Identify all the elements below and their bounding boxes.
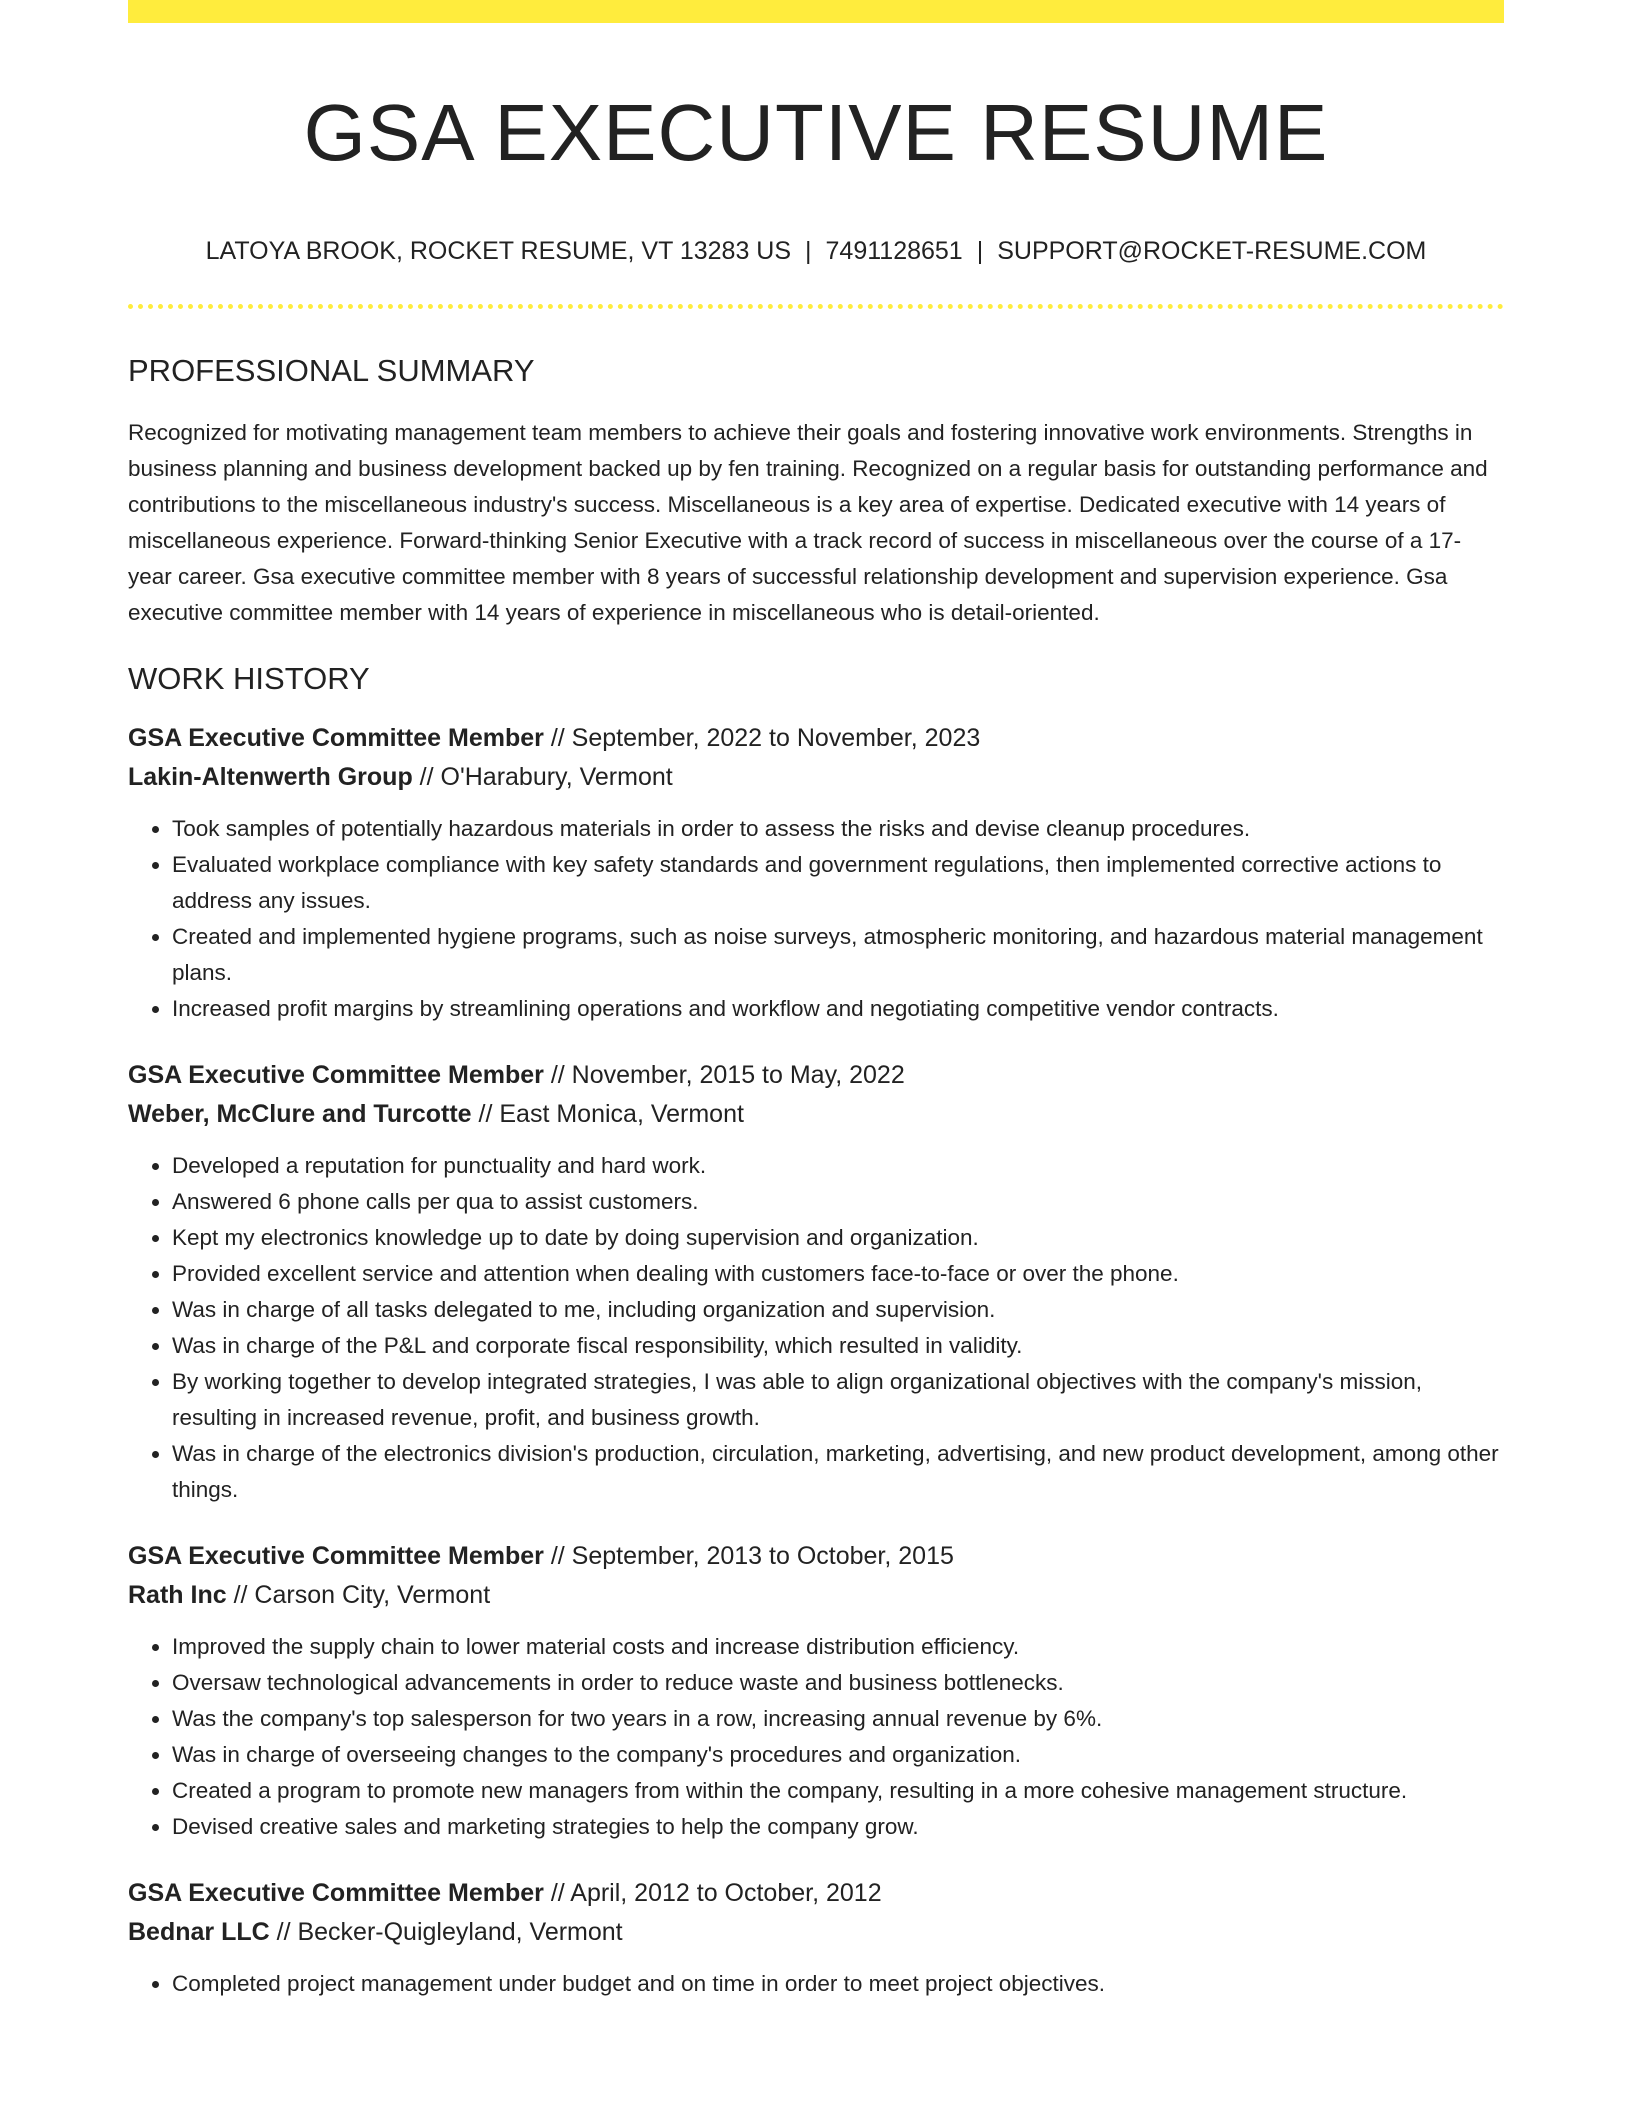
contact-line bbox=[128, 235, 1504, 267]
job-bullet: • Oversaw technological advancements in order to reduce waste and business bottlenecks. bbox=[172, 1665, 1504, 1701]
resume-title: GSA EXECUTIVE RESUME bbox=[303, 88, 1329, 177]
job-title: GSA Executive Committee Member bbox=[128, 1879, 544, 1907]
job-bullet: • Devised creative sales and marketing strategies to help the company grow. bbox=[172, 1809, 1504, 1845]
contact-address: LATOYA BROOK, ROCKET RESUME, VT 13283 US bbox=[205, 237, 792, 265]
job-title: GSA Executive Committee Member bbox=[128, 1061, 544, 1089]
job-bullet: • Was in charge of the P&L and corporate fiscal responsibility, which resulted in validity. bbox=[172, 1328, 1504, 1364]
job-company-line bbox=[128, 1576, 1504, 1615]
job-bullet: • Created a program to promote new managers from within the company, resulting in a more cohesive management structure. bbox=[172, 1773, 1504, 1809]
job-bullet: • Answered 6 phone calls per qua to assist customers. bbox=[172, 1184, 1504, 1220]
job-bullets bbox=[128, 811, 1504, 1027]
job-company-line bbox=[128, 1095, 1504, 1134]
job-entry bbox=[128, 1056, 1504, 1508]
job-title: GSA Executive Committee Member bbox=[128, 724, 544, 752]
job-company: Lakin-Altenwerth Group bbox=[128, 763, 413, 791]
job-company: Bednar LLC bbox=[128, 1918, 270, 1946]
job-bullet: • Was in charge of all tasks delegated to me, including organization and supervision. bbox=[172, 1292, 1504, 1328]
contact-separator: | bbox=[976, 237, 984, 265]
dotted-divider bbox=[128, 304, 1504, 309]
job-company-line bbox=[128, 758, 1504, 797]
summary-heading: PROFESSIONAL SUMMARY bbox=[128, 353, 535, 388]
job-bullet: • Completed project management under budget and on time in order to meet project objectives. bbox=[172, 1966, 1504, 2002]
job-entry bbox=[128, 1537, 1504, 1845]
job-bullet: • Was the company's top salesperson for two years in a row, increasing annual revenue by 6%. bbox=[172, 1701, 1504, 1737]
accent-bar bbox=[128, 0, 1504, 23]
job-location: // Carson City, Vermont bbox=[226, 1581, 491, 1609]
job-dates: // September, 2013 to October, 2015 bbox=[543, 1542, 954, 1570]
job-bullet: • Developed a reputation for punctuality and hard work. bbox=[172, 1148, 1504, 1184]
job-bullet: • Was in charge of the electronics division's production, circulation, marketing, advertising, and new product development, among other things. bbox=[172, 1436, 1504, 1508]
job-company: Rath Inc bbox=[128, 1581, 227, 1609]
contact-separator: | bbox=[805, 237, 812, 265]
work-history-heading: WORK HISTORY bbox=[128, 661, 370, 696]
job-bullet: • Was in charge of overseeing changes to the company's procedures and organization. bbox=[172, 1737, 1504, 1773]
job-location: // East Monica, Vermont bbox=[471, 1100, 744, 1128]
job-company: Weber, McClure and Turcotte bbox=[128, 1100, 472, 1128]
job-bullets bbox=[128, 1966, 1504, 2002]
resume-page bbox=[128, 0, 1504, 2002]
job-bullet: • Provided excellent service and attention when dealing with customers face-to-face or over the phone. bbox=[172, 1256, 1504, 1292]
job-bullets bbox=[128, 1629, 1504, 1845]
job-title-line bbox=[128, 1537, 1504, 1576]
job-title-line bbox=[128, 1056, 1504, 1095]
job-bullet: • Increased profit margins by streamlining operations and workflow and negotiating competitive vendor contracts. bbox=[172, 991, 1504, 1027]
job-dates: // November, 2015 to May, 2022 bbox=[543, 1061, 905, 1089]
job-location: // O'Harabury, Vermont bbox=[412, 763, 673, 791]
job-bullet: • Evaluated workplace compliance with key safety standards and government regulations, then implemented corrective actions to address any issues. bbox=[172, 847, 1504, 919]
job-bullet: • Took samples of potentially hazardous materials in order to assess the risks and devise cleanup procedures. bbox=[172, 811, 1504, 847]
job-location: // Becker-Quigleyland, Vermont bbox=[269, 1918, 623, 1946]
job-company-line bbox=[128, 1913, 1504, 1952]
summary-text: Recognized for motivating management team members to achieve their goals and fostering innovative work environments. Strengths in business planning and business development backed up by fen training. Recognized on a regular basis for outstanding performance and contributions to the miscellaneous industry's success. Miscellaneous is a key area of expertise. Dedicated executive with 14 years of miscellaneous experience. Forward-thinking Senior Executive with a track record of success in miscellaneous over the course of a 17-year career. Gsa executive committee member with 8 years of successful relationship development and supervision experience. Gsa executive committee member with 14 years of experience in miscellaneous who is detail-oriented. bbox=[128, 420, 1488, 625]
job-dates: // September, 2022 to November, 2023 bbox=[543, 724, 981, 752]
job-title-line bbox=[128, 1874, 1504, 1913]
job-title-line bbox=[128, 719, 1504, 758]
job-bullet: • Improved the supply chain to lower material costs and increase distribution efficiency. bbox=[172, 1629, 1504, 1665]
contact-email: SUPPORT@ROCKET-RESUME.COM bbox=[997, 237, 1427, 265]
job-entry bbox=[128, 1874, 1504, 2002]
job-bullet: • Created and implemented hygiene programs, such as noise surveys, atmospheric monitoring, and hazardous material management plans. bbox=[172, 919, 1504, 991]
job-bullet: • Kept my electronics knowledge up to date by doing supervision and organization. bbox=[172, 1220, 1504, 1256]
job-title: GSA Executive Committee Member bbox=[128, 1542, 544, 1570]
job-bullets bbox=[128, 1148, 1504, 1508]
job-entry bbox=[128, 719, 1504, 1027]
job-dates: // April, 2012 to October, 2012 bbox=[543, 1879, 882, 1907]
contact-phone: 7491128651 bbox=[825, 237, 963, 265]
job-bullet: • By working together to develop integrated strategies, I was able to align organizational objectives with the company's mission, resulting in increased revenue, profit, and business growth. bbox=[172, 1364, 1504, 1436]
